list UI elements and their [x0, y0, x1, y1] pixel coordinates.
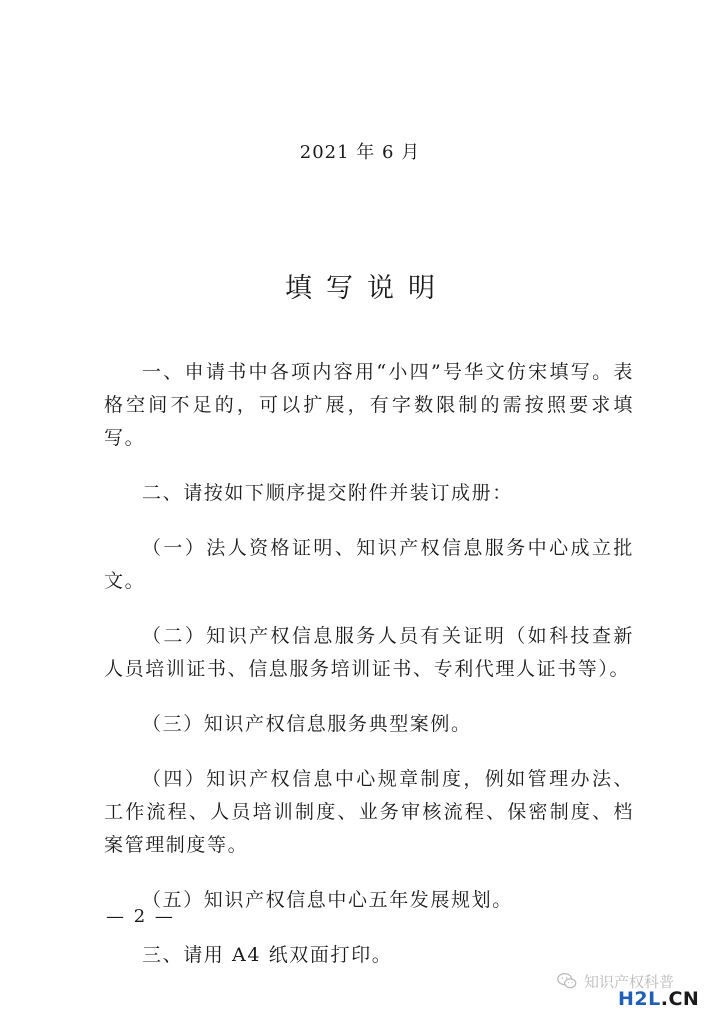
instructions-body — [104, 356, 634, 994]
paragraph-6: （四）知识产权信息中心规章制度，例如管理办法、工作流程、人员培训制度、业务审核流程、保密制度、档案管理制度等。 — [104, 768, 634, 856]
paragraph-2: 二、请按如下顺序提交附件并装订成册： — [142, 482, 513, 504]
site-logo — [618, 988, 699, 1010]
paragraph-3: （一）法人资格证明、知识产权信息服务中心成立批文。 — [104, 537, 634, 592]
paragraph-4: （二）知识产权信息服务人员有关证明（如科技查新人员培训证书、信息服务培训证书、专利代理人证书等）。 — [104, 625, 634, 680]
page-number: — 2 — — [106, 906, 175, 927]
wechat-icon — [556, 970, 578, 992]
site-logo-suffix: .CN — [660, 988, 700, 1010]
paragraph-8: 三、请用 A4 纸双面打印。 — [142, 944, 393, 966]
paragraph-7: （五）知识产权信息中心五年发展规划。 — [142, 889, 513, 911]
watermark-text: 知识产权科普 — [584, 972, 675, 991]
site-logo-main: H2L — [618, 988, 661, 1010]
document-date: 2021 年 6 月 — [299, 142, 421, 163]
paragraph-5: （三）知识产权信息服务典型案例。 — [142, 713, 472, 735]
paragraph-1: 一、申请书中各项内容用“小四”号华文仿宋填写。表格空间不足的，可以扩展，有字数限制的需按照要求填写。 — [104, 361, 634, 449]
page-title: 填写说明 — [285, 273, 449, 304]
